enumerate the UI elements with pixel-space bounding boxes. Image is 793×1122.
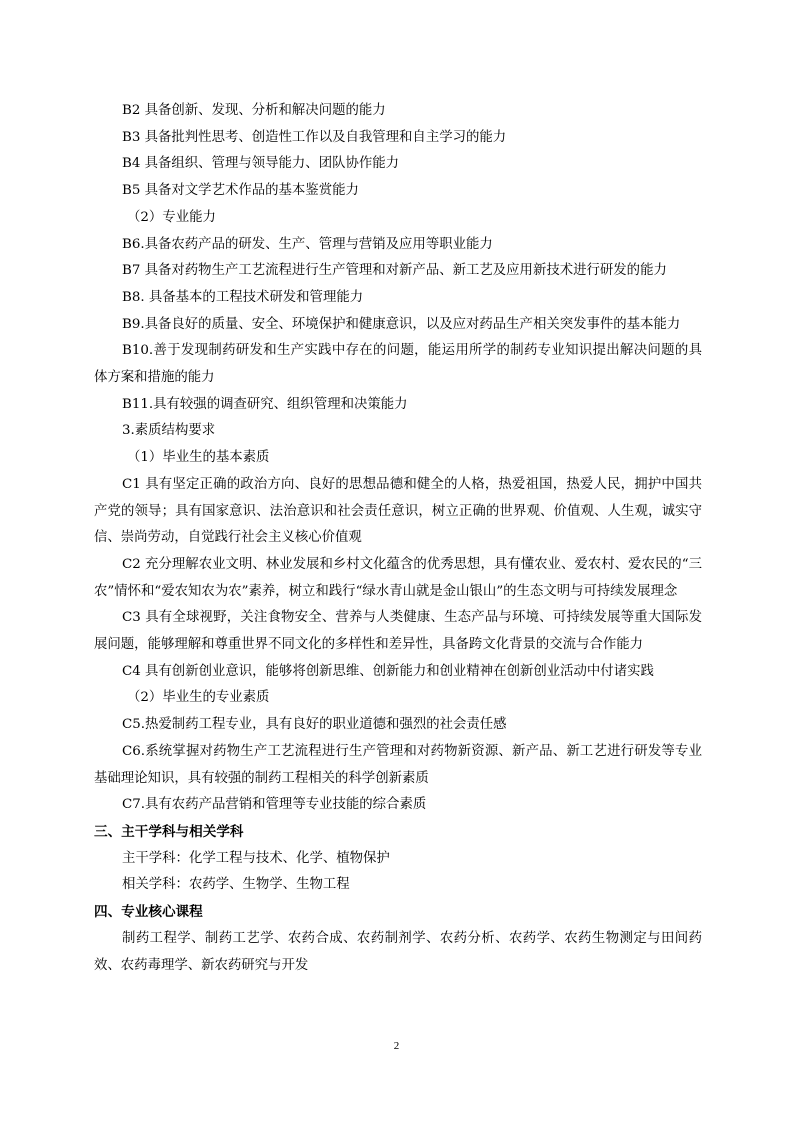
paragraph-b10: B10.善于发现制药研发和生产实践中存在的问题，能运用所学的制药专业知识提出解决问题的具体方案和措施的能力 — [94, 343, 702, 386]
related-disciplines: 相关学科：农药学、生物学、生物工程 — [122, 877, 350, 893]
page-number: 2 — [393, 1040, 400, 1052]
paragraph-b2: B2 具备创新、发现、分析和解决问题的能力 — [122, 103, 386, 118]
paragraph-b4: B4 具备组织、管理与领导能力、团队协作能力 — [122, 156, 400, 172]
paragraph-b11: B11.具有较强的调查研究、组织管理和决策能力 — [122, 396, 408, 412]
subheading-professional-ability: （2）专业能力 — [127, 209, 216, 225]
paragraph-c5: C5.热爱制药工程专业，具有良好的职业道德和强烈的社会责任感 — [122, 717, 507, 733]
subheading-professional-quality: （2）毕业生的专业素质 — [127, 690, 270, 706]
paragraph-b5: B5 具备对文学艺术作品的基本鉴赏能力 — [122, 183, 359, 199]
core-courses-list: 制药工程学、制药工艺学、农药合成、农药制剂学、农药分析、农药学、农药生物测定与田间药效、农药毒理学、新农药研究与开发 — [94, 930, 702, 973]
paragraph-b9: B9.具备良好的质量、安全、环境保护和健康意识，以及应对药品生产相关突发事件的基本能力 — [122, 316, 681, 332]
paragraph-c6: C6.系统掌握对药物生产工艺流程进行生产管理和对药物新资源、新产品、新工艺进行研发等专业基础理论知识，具有较强的制药工程相关的科学创新素质 — [94, 743, 702, 786]
main-disciplines: 主干学科：化学工程与技术、化学、植物保护 — [122, 850, 390, 866]
subheading-quality-structure: 3.素质结构要求 — [122, 423, 216, 439]
section-heading-disciplines: 三、主干学科与相关学科 — [94, 823, 244, 840]
paragraph-b3: B3 具备批判性思考、创造性工作以及自我管理和自主学习的能力 — [122, 129, 507, 145]
paragraph-c7: C7.具有农药产品营销和管理等专业技能的综合素质 — [122, 797, 427, 813]
paragraph-c3: C3 具有全球视野，关注食物安全、营养与人类健康、生态产品与环境、可持续发展等重大国际发展问题，能够理解和尊重世界不同文化的多样性和差异性，具备跨文化背景的交流与合作能力 — [94, 610, 702, 653]
paragraph-c4: C4 具有创新创业意识，能够将创新思维、创新能力和创业精神在创新创业活动中付诸实践 — [122, 663, 654, 679]
document-body — [94, 98, 702, 979]
paragraph-b8: B8. 具备基本的工程技术研发和管理能力 — [122, 289, 364, 305]
paragraph-c2: C2 充分理解农业文明、林业发展和乡村文化蕴含的优秀思想，具有懂农业、爱农村、爱农民的“三农”情怀和“爱农知农为农”素养，树立和践行“绿水青山就是金山银山”的生态文明与可持续发展理念 — [94, 556, 702, 599]
subheading-basic-quality: （1）毕业生的基本素质 — [127, 450, 270, 466]
paragraph-b6: B6.具备农药产品的研发、生产、管理与营销及应用等职业能力 — [122, 236, 493, 252]
section-heading-core-courses: 四、专业核心课程 — [94, 904, 203, 921]
paragraph-c1: C1 具有坚定正确的政治方向、良好的思想品德和健全的人格，热爱祖国，热爱人民，拥护中国共产党的领导；具有国家意识、法治意识和社会责任意识，树立正确的世界观、价值观、人生观，诚实守信、崇尚劳动，自觉践行社会主义核心价值观 — [94, 476, 702, 546]
paragraph-b7: B7 具备对药物生产工艺流程进行生产管理和对新产品、新工艺及应用新技术进行研发的能力 — [122, 263, 667, 279]
